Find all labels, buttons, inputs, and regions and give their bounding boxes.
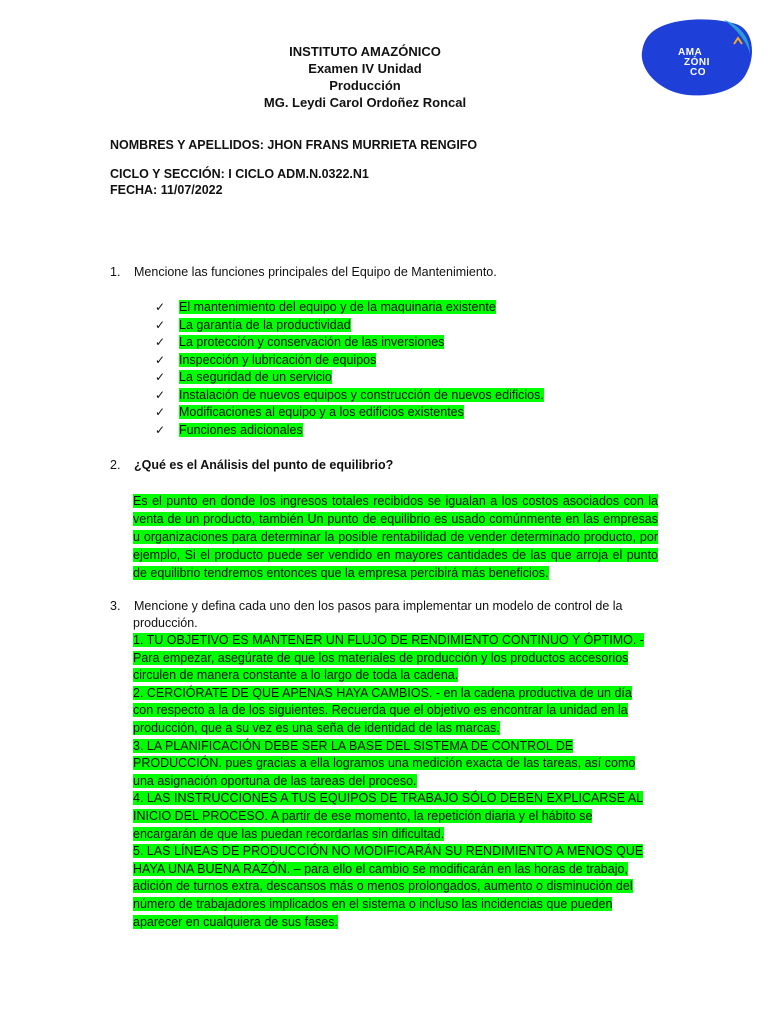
checkmark-icon: ✓	[155, 422, 166, 437]
list-item: ✓ Funciones adicionales	[155, 422, 544, 440]
checkmark-icon: ✓	[155, 352, 166, 367]
list-item: ✓ Inspección y lubricación de equipos	[155, 352, 544, 370]
step-5: 5. LAS LÍNEAS DE PRODUCCIÓN NO MODIFICARÁN SU RENDIMIENTO A MENOS QUE HAYA UNA BUENA RAZÓN. – para ello el cambio se modificarán en las horas de trabajo, adición de turnos extra, descansos más o menos prolongados, aumento o disminución del número de trabajadores implicados en el sistema o incluso las incidencias que pueden aparecer en cualquiera de sus fases.	[133, 844, 644, 929]
step-2: 2. CERCIÓRATE DE QUE APENAS HAYA CAMBIOS. - en la cadena productiva de un día con respecto a la de los siguientes. Recuerda que el objetivo es encontrar la unidad en la producción, que a su vez es una seña de identidad de las marcas.	[133, 685, 632, 735]
question-number: 1.	[110, 265, 121, 279]
question-2	[110, 457, 393, 474]
question-text: Mencione las funciones principales del Equipo de Mantenimiento.	[134, 265, 497, 279]
question-text: ¿Qué es el Análisis del punto de equilibrio?	[134, 458, 394, 472]
question-3-line-2: producción.	[133, 616, 198, 630]
checkmark-icon: ✓	[155, 317, 166, 332]
answer-2	[133, 492, 658, 582]
list-item: ✓ Instalación de nuevos equipos y construcción de nuevos edificios.	[155, 387, 544, 405]
teacher-name: MG. Leydi Carol Ordoñez Roncal	[263, 95, 467, 110]
question-3	[110, 598, 623, 615]
step-1: 1. TU OBJETIVO ES MANTENER UN FLUJO DE RENDIMIENTO CONTINUO Y ÓPTIMO. -Para empezar, asegúrate de que los materiales de producción y los productos accesorios circulen de manera constante a lo largo de toda la cadena.	[133, 633, 644, 683]
document-header	[0, 43, 730, 111]
answer-3-steps	[133, 632, 645, 931]
question-number: 2.	[110, 458, 121, 472]
question-1	[110, 264, 497, 281]
list-item: ✓ El mantenimiento del equipo y de la maquinaria existente	[155, 299, 544, 317]
institution-title: INSTITUTO AMAZÓNICO	[289, 44, 441, 59]
checkmark-icon: ✓	[155, 300, 166, 314]
logo-wordmark: AMA ZÓNI CO	[678, 47, 710, 78]
question-number: 3.	[110, 599, 121, 613]
exam-title: Examen IV Unidad	[308, 61, 422, 76]
checkmark-icon: ✓	[155, 405, 166, 419]
step-3: 3. LA PLANIFICACIÓN DEBE SER LA BASE DEL SISTEMA DE CONTROL DE PRODUCCIÓN. pues gracias a ella logramos una medición exacta de las tareas, así como una asignación oportuna de las tareas del proceso.	[133, 738, 636, 788]
subject-title: Producción	[329, 78, 401, 93]
cycle-section-line: CICLO Y SECCIÓN: I CICLO ADM.N.0322.N1	[110, 167, 369, 181]
student-name-line: NOMBRES Y APELLIDOS: JHON FRANS MURRIETA RENGIFO	[110, 138, 478, 152]
list-item: ✓ La protección y conservación de las inversiones	[155, 334, 544, 352]
list-item: ✓ Modificaciones al equipo y a los edificios existentes	[155, 404, 544, 422]
checkmark-icon: ✓	[155, 370, 166, 384]
date-line: FECHA: 11/07/2022	[110, 183, 223, 197]
checkmark-icon: ✓	[155, 387, 166, 402]
checkmark-icon: ✓	[155, 335, 166, 349]
maintenance-functions-list	[155, 299, 544, 439]
question-text-line-1: Mencione y defina cada uno den los pasos para implementar un modelo de control de la	[134, 599, 623, 613]
answer-text: Es el punto en donde los ingresos totales recibidos se igualan a los costos asociados con la venta de un producto, también Un punto de equilibrio es usado comúnmente en las empresas u organizaciones para determinar la posible rentabilidad de vender determinado producto, por ejemplo, Si el producto puede ser vendido en mayores cantidades de las que arroja el punto de equilibrio tendremos entonces que la empresa percibirá más beneficios.	[133, 494, 658, 580]
step-4: 4. LAS INSTRUCCIONES A TUS EQUIPOS DE TRABAJO SÓLO DEBEN EXPLICARSE AL INICIO DEL PROCESO. A partir de ese momento, la repetición diaria y el hábito se encargarán de que las puedan recordarlas sin dificultad.	[133, 791, 644, 841]
list-item: ✓ La garantía de la productividad	[155, 317, 544, 335]
list-item: ✓ La seguridad de un servicio	[155, 369, 544, 387]
